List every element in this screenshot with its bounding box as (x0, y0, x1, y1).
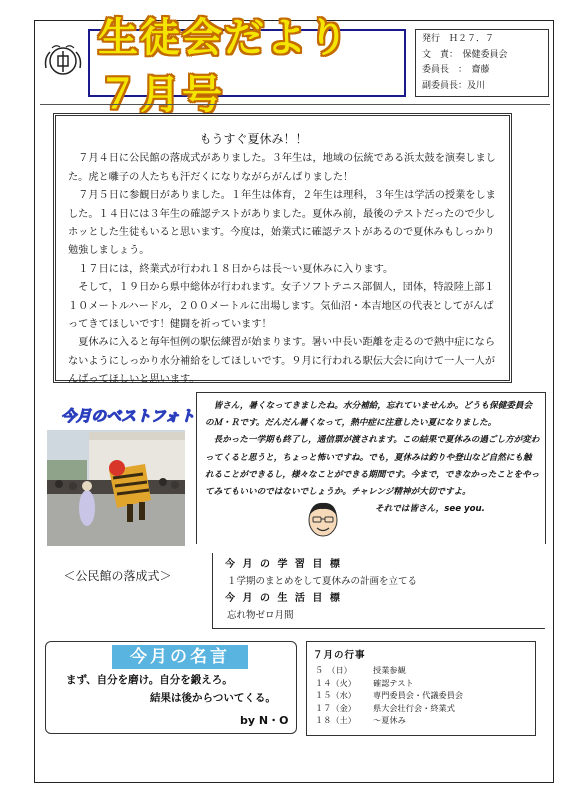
health-paragraph: 長かった一学期も終了し，通信票が渡されます。この結果で夏休みの過ごし方が変わってくると思うと，ちょっと怖いですね。でも，夏休みは釣りや登山など自然にも触れることができるし，様々なことができる期間です。今まで，できなかったことをやってみてもいいのではないでしょうか。チャレンジ精神が大切ですよ。 (205, 435, 540, 498)
events-title: ７月の行事 (313, 650, 366, 661)
photo-caption: ＜公民館の落成式＞ (63, 569, 172, 583)
quote-title: 今月の名言 (130, 647, 230, 667)
event-date: １４（火） (315, 677, 356, 688)
event-name: ～夏休み (373, 715, 406, 726)
newsletter-title: 生徒会だより ７月号 (98, 15, 392, 118)
event-date: １７（金） (315, 702, 356, 713)
health-message (205, 398, 540, 518)
life-goal-heading: 今 月 の 生 活 目 標 (225, 593, 342, 604)
ceremony-photo (47, 430, 185, 546)
meta-chair: 委員長 ： 齋藤 (422, 65, 490, 76)
study-goal-heading: 今 月 の 学 習 目 標 (225, 559, 342, 570)
monthly-events (306, 641, 536, 736)
quote-line: まず、自分を磨け。自分を鍛えろ。 (66, 674, 233, 686)
event-date: ５ （日） (315, 665, 352, 675)
event-name: 県大会壮行会・終業式 (373, 702, 455, 713)
meta-vice-chair: 副委員長：及川 (422, 80, 486, 91)
quote-line: 結果は後からついてくる。 (150, 692, 276, 704)
event-name: 専門委員会・代議委員会 (373, 690, 464, 701)
study-goal: １学期のまとめをして夏休みの計画を立てる (227, 576, 418, 587)
article-paragraph: そして，１９日から県中総体が行われます。女子ソフトテニス部個人，団体，特設陸上部１１０メートルハードル，２００メートルに出場します。気仙沼・本吉地区の代表としてがんばってきてほしいです！健闘を祈っています！ (68, 282, 495, 331)
monthly-goals (212, 553, 545, 629)
publication-info (415, 29, 549, 97)
face-illustration-icon (304, 498, 342, 538)
article-paragraph: ７月５日に参観日がありました。１年生は体育，２年生は理科，３年生は学活の授業をしました。１４日には３年生の確認テストがありました。夏休み前，最後のテストだったので少しホッとした生徒もいると思います。今度は，始業式に確認テストがあるので夏休みもしっかり勉強しましょう。 (68, 190, 496, 257)
health-sign-off: それでは皆さん，see you. (375, 504, 485, 515)
health-paragraph: 皆さん，暑くなってきましたね。水分補給，忘れていませんか。どうも保健委員会のＭ・Ｒです。だんだん暑くなって，熱中症に注意したい夏になりました。 (205, 401, 533, 429)
event-row (313, 702, 535, 715)
quote-author: by N・O (240, 714, 289, 727)
article-paragraph: １７日には，終業式が行われ１８日からは長～い夏休みに入ります。 (78, 263, 394, 275)
event-date: １５（水） (315, 690, 356, 701)
school-emblem-icon (40, 38, 86, 84)
header-divider (40, 104, 550, 105)
event-row (313, 664, 535, 677)
article-paragraph: ７月４日に公民館の落成式がありました。３年生は，地域の伝統である浜太鼓を演奏しました。虎と囃子の人たちも汗だくになりながらがんばりました！ (68, 153, 496, 183)
article-paragraph: 夏休みに入ると毎年恒例の駅伝練習が始まります。暑い中長い距離を走るので熱中症にならないようにしっかり水分補給をしてほしいです。９月に行われる駅伝大会に向けて一人一人がんばってほしいと思います。 (68, 337, 496, 386)
event-name: 確認テスト (373, 677, 414, 688)
event-name: 授業参観 (373, 665, 406, 675)
life-goal: 忘れ物ゼロ月間 (227, 610, 294, 621)
event-row (313, 677, 535, 690)
main-article (53, 113, 512, 386)
best-photo-heading-text: 今月のベストフォト (61, 407, 195, 425)
meta-issue: 発行 Ｈ２７．７ (422, 34, 495, 44)
meta-author: 文 責： 保健委員会 (422, 49, 508, 60)
event-row (313, 689, 535, 702)
article-heading: もうすぐ夏休み！！ (199, 132, 308, 146)
event-row (313, 714, 535, 727)
newsletter-title-box (88, 15, 406, 118)
event-date: １８（土） (315, 715, 356, 726)
best-photo-heading (61, 400, 195, 430)
